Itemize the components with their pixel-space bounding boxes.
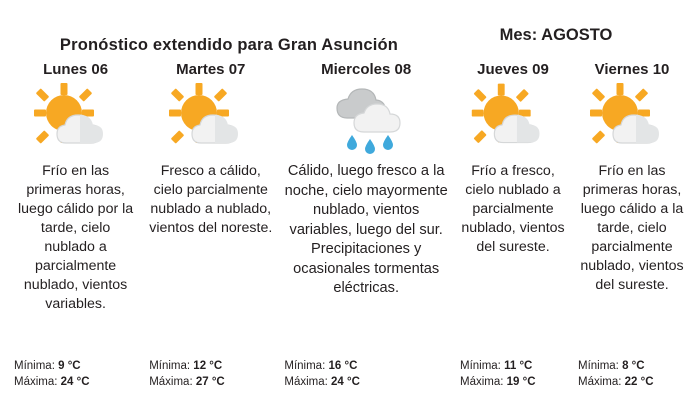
month-label: Mes: AGOSTO (499, 26, 613, 44)
max-temp-line (460, 374, 566, 391)
min-temp-value: 11 °C (504, 359, 533, 372)
forecast-day-column (278, 61, 454, 391)
min-temp-value: 8 °C (622, 359, 645, 372)
day-description: Frío en las primeras horas, luego cálido a la tarde, cielo parcialmente nublado, vientos del sureste. (580, 163, 684, 294)
min-temp-line (14, 358, 137, 375)
day-name: Martes 07 (176, 61, 246, 78)
day-name: Lunes 06 (43, 61, 109, 78)
min-temp-line (460, 358, 566, 375)
min-temp-label: Mínima: (577, 359, 619, 372)
min-temp-line (578, 358, 686, 375)
rain-cloud-icon (284, 82, 448, 156)
forecast-day-column (8, 61, 143, 391)
footer-divider (0, 410, 700, 414)
max-temp-label: Máxima: (577, 376, 622, 389)
header (0, 0, 700, 55)
min-temp-line (149, 358, 272, 375)
temperature-block (284, 358, 448, 391)
day-description: Frío en las primeras horas, luego cálido por la tarde, cielo nublado a parcialmente nublado, vientos variables. (18, 163, 134, 313)
day-name: Viernes 10 (594, 61, 670, 78)
max-temp-line (284, 374, 448, 391)
max-temp-value: 24 °C (331, 376, 360, 389)
max-temp-label: Máxima: (459, 376, 504, 389)
max-temp-line (578, 374, 686, 391)
max-temp-value: 19 °C (506, 376, 536, 389)
min-temp-value: 16 °C (328, 359, 358, 372)
min-temp-label: Mínima: (14, 359, 55, 372)
sun-behind-cloud-icon (14, 82, 137, 156)
max-temp-label: Máxima: (14, 376, 58, 389)
min-temp-value: 12 °C (193, 359, 223, 372)
temperature-block (149, 358, 272, 391)
page-title: Pronóstico extendido para Gran Asunción (59, 36, 399, 54)
max-temp-line (149, 374, 272, 391)
max-temp-label: Máxima: (149, 376, 193, 389)
forecast-day-column (572, 61, 692, 391)
min-temp-value: 9 °C (58, 359, 81, 372)
temperature-block (14, 358, 137, 391)
max-temp-value: 27 °C (195, 376, 225, 389)
min-temp-line (284, 358, 448, 375)
max-temp-value: 24 °C (60, 376, 90, 389)
temperature-block (578, 358, 686, 391)
min-temp-label: Mínima: (149, 359, 191, 372)
sun-behind-cloud-icon (460, 82, 566, 156)
max-temp-label: Máxima: (284, 376, 328, 389)
day-description: Frío a fresco, cielo nublado a parcialmente nublado, vientos del sureste. (461, 163, 565, 256)
max-temp-line (14, 374, 137, 391)
max-temp-value: 22 °C (624, 376, 654, 389)
day-description: Fresco a cálido, cielo parcialmente nublado a nublado, vientos del noreste. (149, 163, 273, 237)
day-name: Miercoles 08 (321, 61, 412, 78)
temperature-block (460, 358, 566, 391)
sun-behind-cloud-icon (578, 82, 686, 156)
sun-behind-cloud-icon (149, 82, 272, 156)
min-temp-label: Mínima: (284, 359, 326, 372)
forecast-day-column (454, 61, 572, 391)
forecast-columns (0, 55, 700, 391)
forecast-day-column (143, 61, 278, 391)
day-description: Cálido, luego fresco a la noche, cielo mayormente nublado, vientos variables, luego del sur. Precipitaciones y ocasionales tormentas eléctricas. (284, 163, 448, 297)
day-name: Jueves 09 (477, 61, 549, 78)
min-temp-label: Mínima: (459, 359, 501, 372)
